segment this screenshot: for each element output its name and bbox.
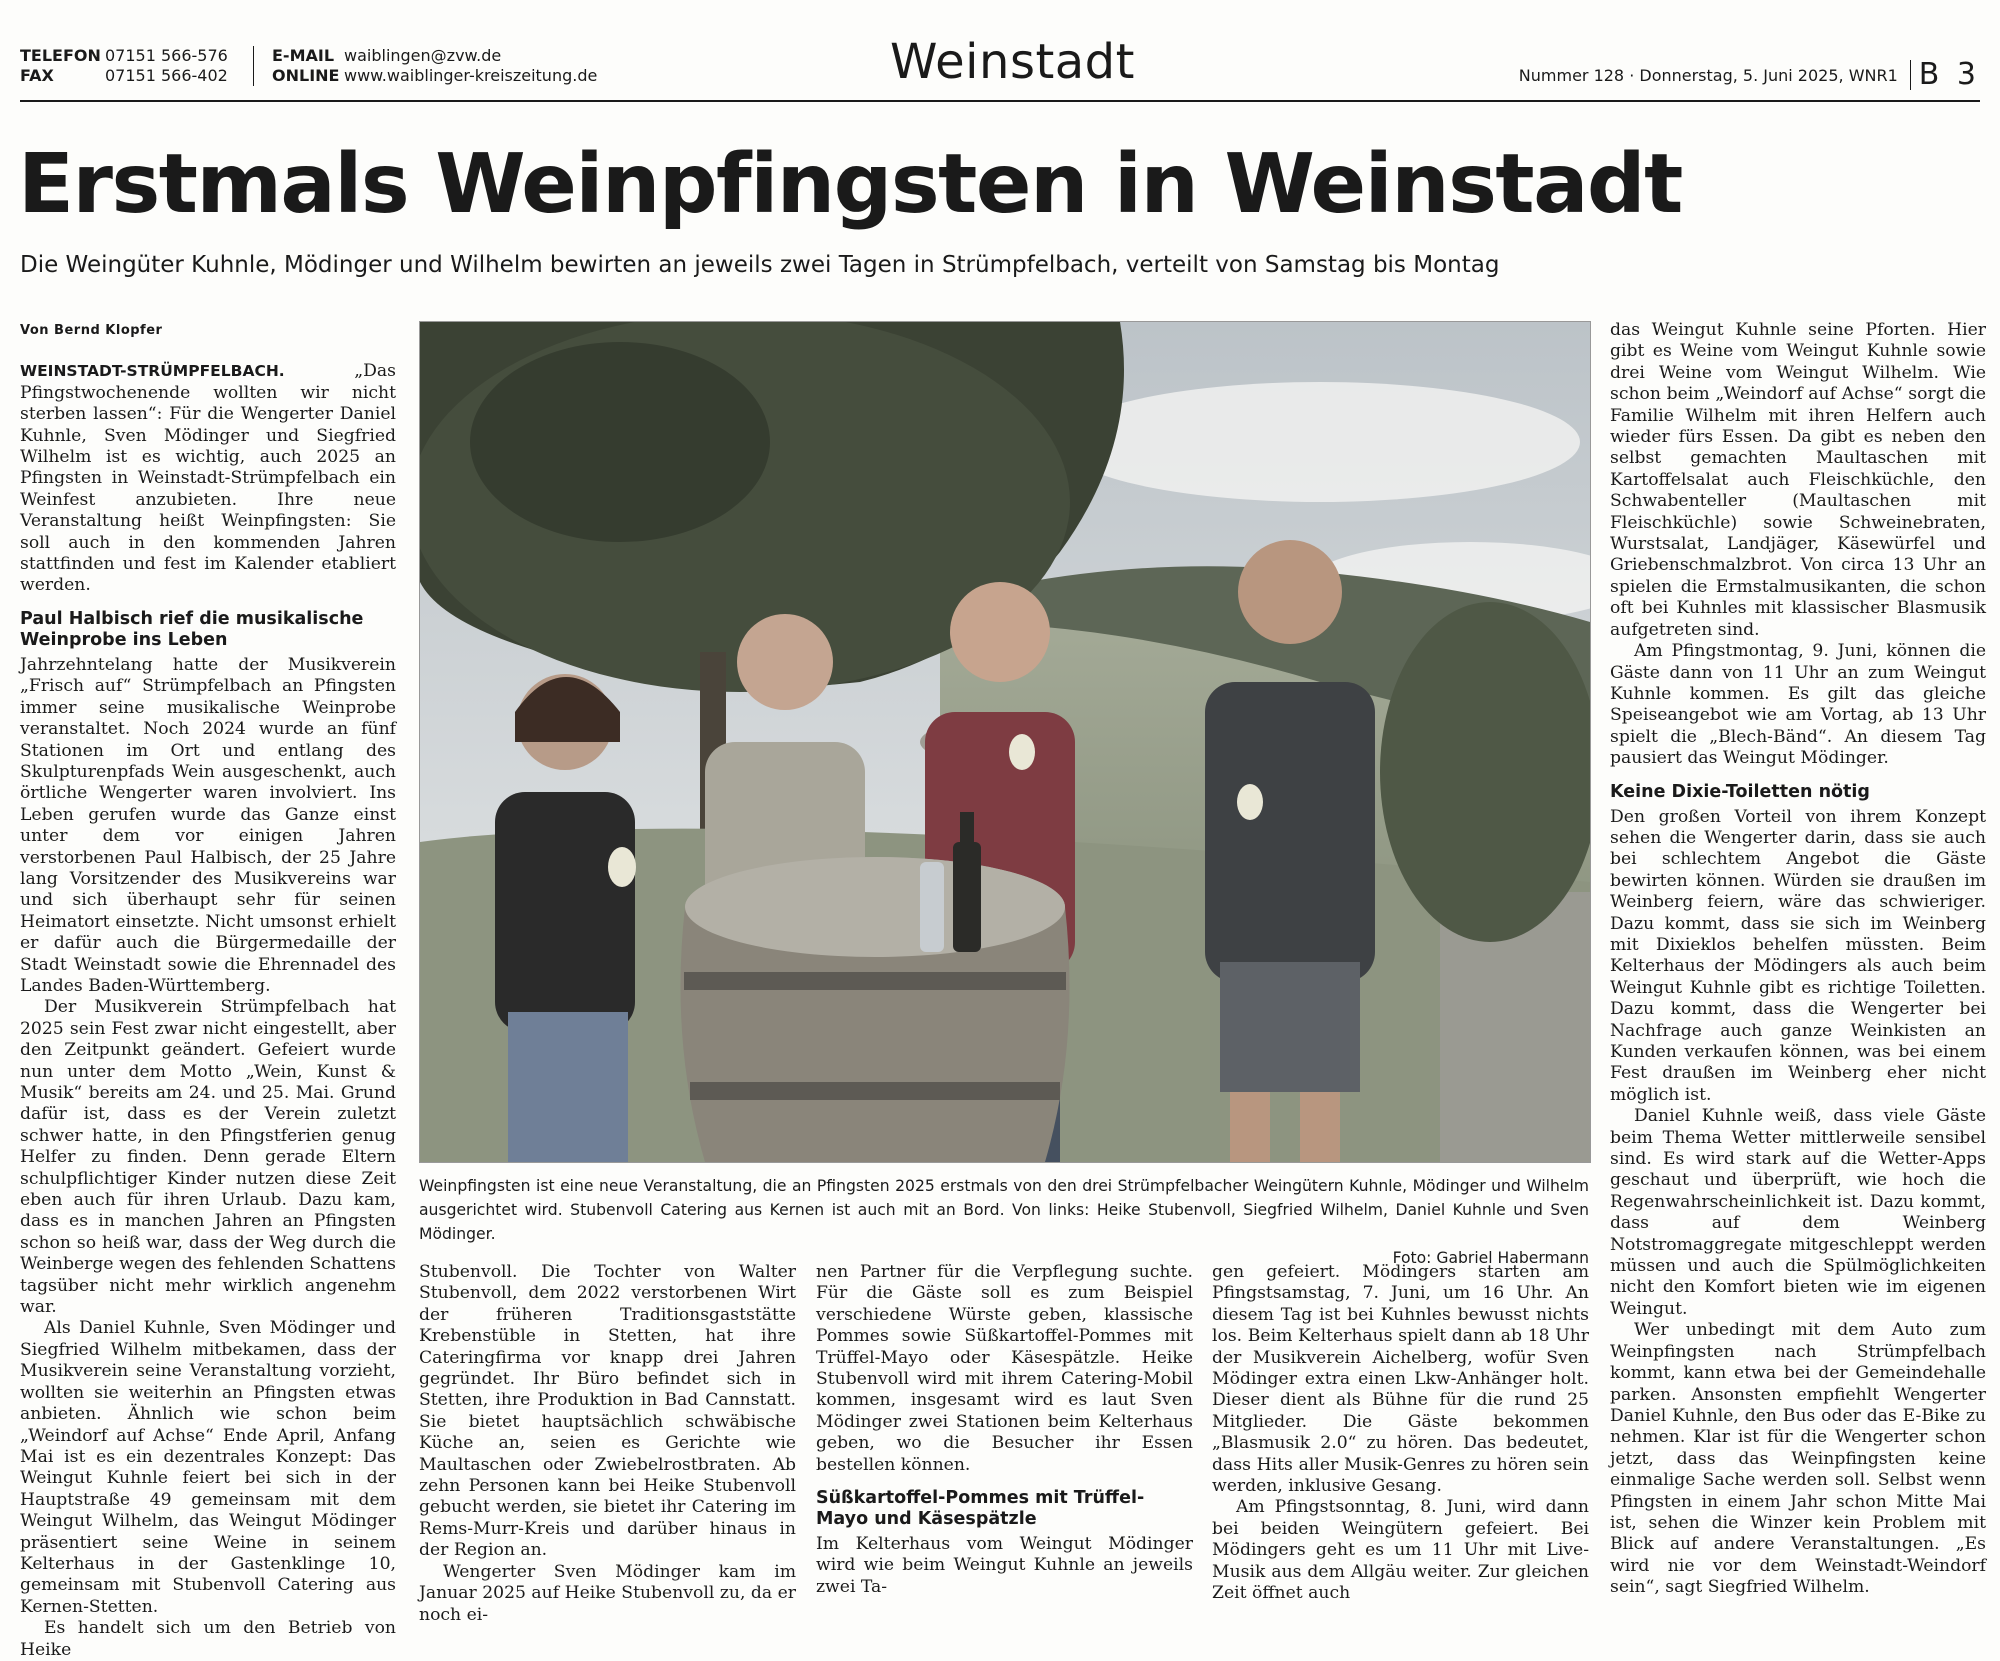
paragraph: WEINSTADT-STRÜMPFELBACH. „Das Pfingstwochenende wollten wir nicht sterben lassen“: Für die Wengerter Daniel Kuhnle, Sven Mödinger und Siegfried Wilhelm ist es wichtig, auch 2025 an Pfingsten in Weinstadt-Strümpfelbach ein Weinfest anzubieten. Ihre neue Veranstaltung heißt Weinpfingsten: Sie soll auch in den kommenden Jahren stattfinden und fest im Kalender etabliert werden. [20, 361, 396, 596]
text-column-1 [20, 320, 396, 1661]
paragraph: Es handelt sich um den Betrieb von Heike [20, 1618, 396, 1660]
paragraph: Wengerter Sven Mödinger kam im Januar 2025 auf Heike Stubenvoll zu, da er noch ei- [419, 1561, 796, 1625]
paragraph: Stubenvoll. Die Tochter von Walter Stubenvoll, dem 2022 verstorbenen Wirt der früheren Traditionsgaststätte Krebenstüble in Stetten, hat ihre Cateringfirma vor knapp drei Jahren gegründet. Ihr Büro befindet sich in Stetten, ihre Produktion in Bad Cannstatt. Sie bietet hauptsächlich schwäbische Küche an, seien es Gerichte wie Maultaschen oder Zwiebelrostbraten. Ab zehn Personen kann bei Heike Stubenvoll gebucht werden, sie bietet ihr Catering im Rems-Murr-Kreis und darüber hinaus in der Region an. [419, 1262, 796, 1561]
paragraph: das Weingut Kuhnle seine Pforten. Hier gibt es Weine vom Weingut Kuhnle sowie drei Weine vom Weingut Wilhelm. Wie schon beim „Weindorf auf Achse“ sorgt die Familie Wilhelm mit ihren Helfern auch wieder fürs Essen. Da gibt es neben den selbst gemachten Maultaschen mit Kartoffelsalat auch Fleischküchle, den Schwabenteller (Maultaschen mit Fleischküchle) sowie Schweinebraten, Wurstsalat, Landjäger, Käsewürfel und Griebenschmalzbrot. Von circa 13 Uhr an spielen die Ermstalmusikanten, die schon oft bei Kuhnles mit klassischer Blasmusik aufgetreten sind. [1610, 320, 1986, 640]
paragraph: Den großen Vorteil von ihrem Konzept sehen die Wengerter darin, dass sie auch bei schlechtem Angebot die Gäste bewirten können. Würden sie draußen im Weinberg feiern, wäre das schwieriger. Dazu kommt, dass sie sich im Weinberg mit Dixieklos behelfen müssten. Beim Kelterhaus der Mödingers als auch beim Weingut Kuhnle gibt es richtige Toiletten. Dazu kommt, dass die Wengerter bei Nachfrage auch ganze Weinkisten an Kunden verkaufen können, was bei einem Fest draußen im Weinberg eher nicht möglich ist. [1610, 806, 1986, 1105]
text-column-2 [419, 1262, 796, 1626]
paragraph: Der Musikverein Strümpfelbach hat 2025 sein Fest zwar nicht eingestellt, aber den Zeitpunkt geändert. Gefeiert wurde nun unter dem Motto „Wein, Kunst & Musik“ bereits am 24. und 25. Mai. Grund dafür ist, dass es der Verein zuletzt schwer hatte, in den Pfingstferien genug Helfer zu finden. Denn gerade Eltern schulpflichtiger Kinder nutzen diese Zeit eben auch für ihren Urlaub. Dazu kam, dass es in manchen Jahren an Pfingsten schon so heiß war, dass der Weg durch die Weinberge wegen des fehlenden Schattens tagsüber nicht mehr wirklich angenehm war. [20, 997, 396, 1318]
article-photo [419, 321, 1591, 1163]
telefon-label: TELEFON [20, 46, 101, 65]
page-number: B 3 [1910, 60, 1980, 90]
paragraph: Als Daniel Kuhnle, Sven Mödinger und Siegfried Wilhelm mitbekamen, dass der Musikverein seine Veranstaltung vorzieht, wollten sie weiterhin an Pfingsten etwas anbieten. Ähnlich wie schon beim „Weindorf auf Achse“ Ende April, Anfang Mai ist es ein dezentrales Konzept: Das Weingut Kuhnle feiert bei sich in der Hauptstraße 49 gemeinsam mit dem Weingut Wilhelm, das Weingut Mödinger präsentiert seine Weine in seinem Kelterhaus in der Gastenklinge 10, gemeinsam mit Stubenvoll Catering aus Kernen-Stetten. [20, 1318, 396, 1617]
paragraph: Am Pfingstmontag, 9. Juni, können die Gäste dann von 11 Uhr an zum Weingut Kuhnle kommen. Es gilt das gleiche Speiseangebot wie am Vortag, ab 13 Uhr spielt die „Blech-Bänd“. An diesem Tag pausiert das Weingut Mödinger. [1610, 641, 1986, 769]
text-column-3 [816, 1262, 1193, 1598]
caption-text: Weinpfingsten ist eine neue Veranstaltung, die an Pfingsten 2025 erstmals von den drei Strümpfelbacher Weingütern Kuhnle, Mödinger und Wilhelm ausgerichtet wird. Stubenvoll Catering aus Kernen ist auch mit an Bord. Von links: Heike Stubenvoll, Siegfried Wilhelm, Daniel Kuhnle und Sven Mödinger. [419, 1177, 1589, 1243]
headline: Erstmals Weinpfingsten in Weinstadt [18, 137, 1682, 232]
paragraph: gen gefeiert. Mödingers starten am Pfingstsamstag, 7. Juni, um 16 Uhr. An diesem Tag ist bei Kuhnles bewusst nichts los. Beim Kelterhaus spielt dann ab 18 Uhr der Musikverein Aichelberg, wofür Sven Mödinger extra einen Lkw-Anhänger holt. Dieser dient als Bühne für die rund 25 Mitglieder. Die Gäste bekommen „Blasmusik 2.0“ zu hören. Das bedeutet, dass Hits aller Musik-Genres zu hören sein werden, inklusive Gesang. [1212, 1262, 1589, 1497]
contact-block [20, 46, 597, 86]
fax-label: FAX [20, 66, 54, 85]
telefon-value: 07151 566-576 [105, 46, 228, 65]
paragraph: nen Partner für die Verpflegung suchte. Für die Gäste soll es zum Beispiel verschiedene Würste geben, klassische Pommes sowie Süßkartoffel-Pommes mit Trüffel-Mayo oder Käsespätzle. Heike Stubenvoll wird mit ihrem Catering-Mobil kommen, insgesamt wird es laut Sven Mödinger zwei Stationen beim Kelterhaus geben, wo die Besucher ihr Essen bestellen können. [816, 1262, 1193, 1475]
fax-value: 07151 566-402 [105, 66, 228, 85]
text-column-5 [1610, 320, 1986, 1599]
paragraph: Im Kelterhaus vom Weingut Mödinger wird wie beim Weingut Kuhnle an jeweils zwei Ta- [816, 1534, 1193, 1597]
intertitle: Keine Dixie-Toiletten nötig [1610, 781, 1870, 802]
paragraph: Jahrzehntelang hatte der Musikverein „Frisch auf“ Strümpfelbach an Pfingsten immer seine musikalische Weinprobe veranstaltet. Noch 2024 wurde an fünf Stationen im Ort und entlang des Skulpturenpfads Wein ausgeschenkt, auch örtliche Wengerter waren involviert. Ins Leben gerufen wurde das Ganze einst unter dem vor einigen Jahren verstorbenen Paul Halbisch, der 25 Jahre lang Vorsitzender des Musikvereins war und sich überhaupt sehr für seinen Heimatort einsetzte. Nicht umsonst erhielt er dafür auch die Bürgermedaille der Stadt Weinstadt sowie die Ehrennadel des Landes Baden-Württemberg. [20, 654, 396, 996]
paragraph: Am Pfingstsonntag, 8. Juni, wird dann bei beiden Weingütern gefeiert. Bei Mödingers geht es um 11 Uhr mit Live-Musik aus dem Allgäu weiter. Zur gleichen Zeit öffnet auch [1212, 1497, 1589, 1604]
intertitle: Paul Halbisch rief die musikalische Weinprobe ins Leben [20, 608, 364, 650]
intertitle: Süßkartoffel-Pommes mit Trüffel-Mayo und Käsespätzle [816, 1488, 1145, 1530]
paragraph: Wer unbedingt mit dem Auto zum Weinpfingsten nach Strümpfelbach kommt, kann etwa bei der Gemeindehalle parken. Ansonsten empfiehlt Wengerter Daniel Kuhnle, den Bus oder das E-Bike zu nehmen. Klar ist für die Wengerter schon jetzt, dass das Weinpfingsten keine einmalige Sache werden soll. Selbst wenn Pfingsten in einem Jahr schon Mitte Mai ist, sehen die Winzer kein Problem mit Blick auf andere Veranstaltungen. „Es wird nie vor dem Weinstadt-Weindorf sein“, sagt Siegfried Wilhelm. [1610, 1320, 1986, 1598]
email-value[interactable]: waiblingen@zvw.de [344, 46, 502, 65]
masthead [20, 30, 1980, 102]
subheadline: Die Weingüter Kuhnle, Mödinger und Wilhelm bewirten an jeweils zwei Tagen in Strümpfelbach, verteilt von Samstag bis Montag [20, 252, 1500, 278]
photo-four-winemakers-with-barrel-icon [420, 322, 1590, 1162]
contact-divider [253, 46, 254, 86]
issue-info [1518, 57, 1980, 92]
paragraph: Daniel Kuhnle weiß, dass viele Gäste beim Thema Wetter mittlerweile sensibel sind. Es wird stark auf die Wetter-Apps geschaut und überprüft, wie hoch die Regenwahrscheinlichkeit ist. Dazu kommt, dass auf dem Weinberg Notstromaggregate mitgeschleppt werden müssen und auch die Spülmöglichkeiten nicht den Komfort bieten wie im eigenen Weingut. [1610, 1106, 1986, 1319]
dateline: WEINSTADT-STRÜMPFELBACH. [20, 362, 285, 381]
online-label: ONLINE [272, 66, 340, 85]
online-value[interactable]: www.waiblinger-kreiszeitung.de [344, 66, 598, 85]
section-title: Weinstadt [890, 34, 1135, 90]
text-column-4 [1212, 1262, 1589, 1605]
email-label: E-MAIL [272, 46, 335, 65]
photo-caption [419, 1174, 1589, 1270]
byline: Von Bernd Klopfer [20, 323, 163, 338]
photo-credit: Foto: Gabriel Habermann [1392, 1249, 1589, 1267]
issue-text: Nummer 128 · Donnerstag, 5. Juni 2025, WNR1 [1518, 65, 1898, 85]
